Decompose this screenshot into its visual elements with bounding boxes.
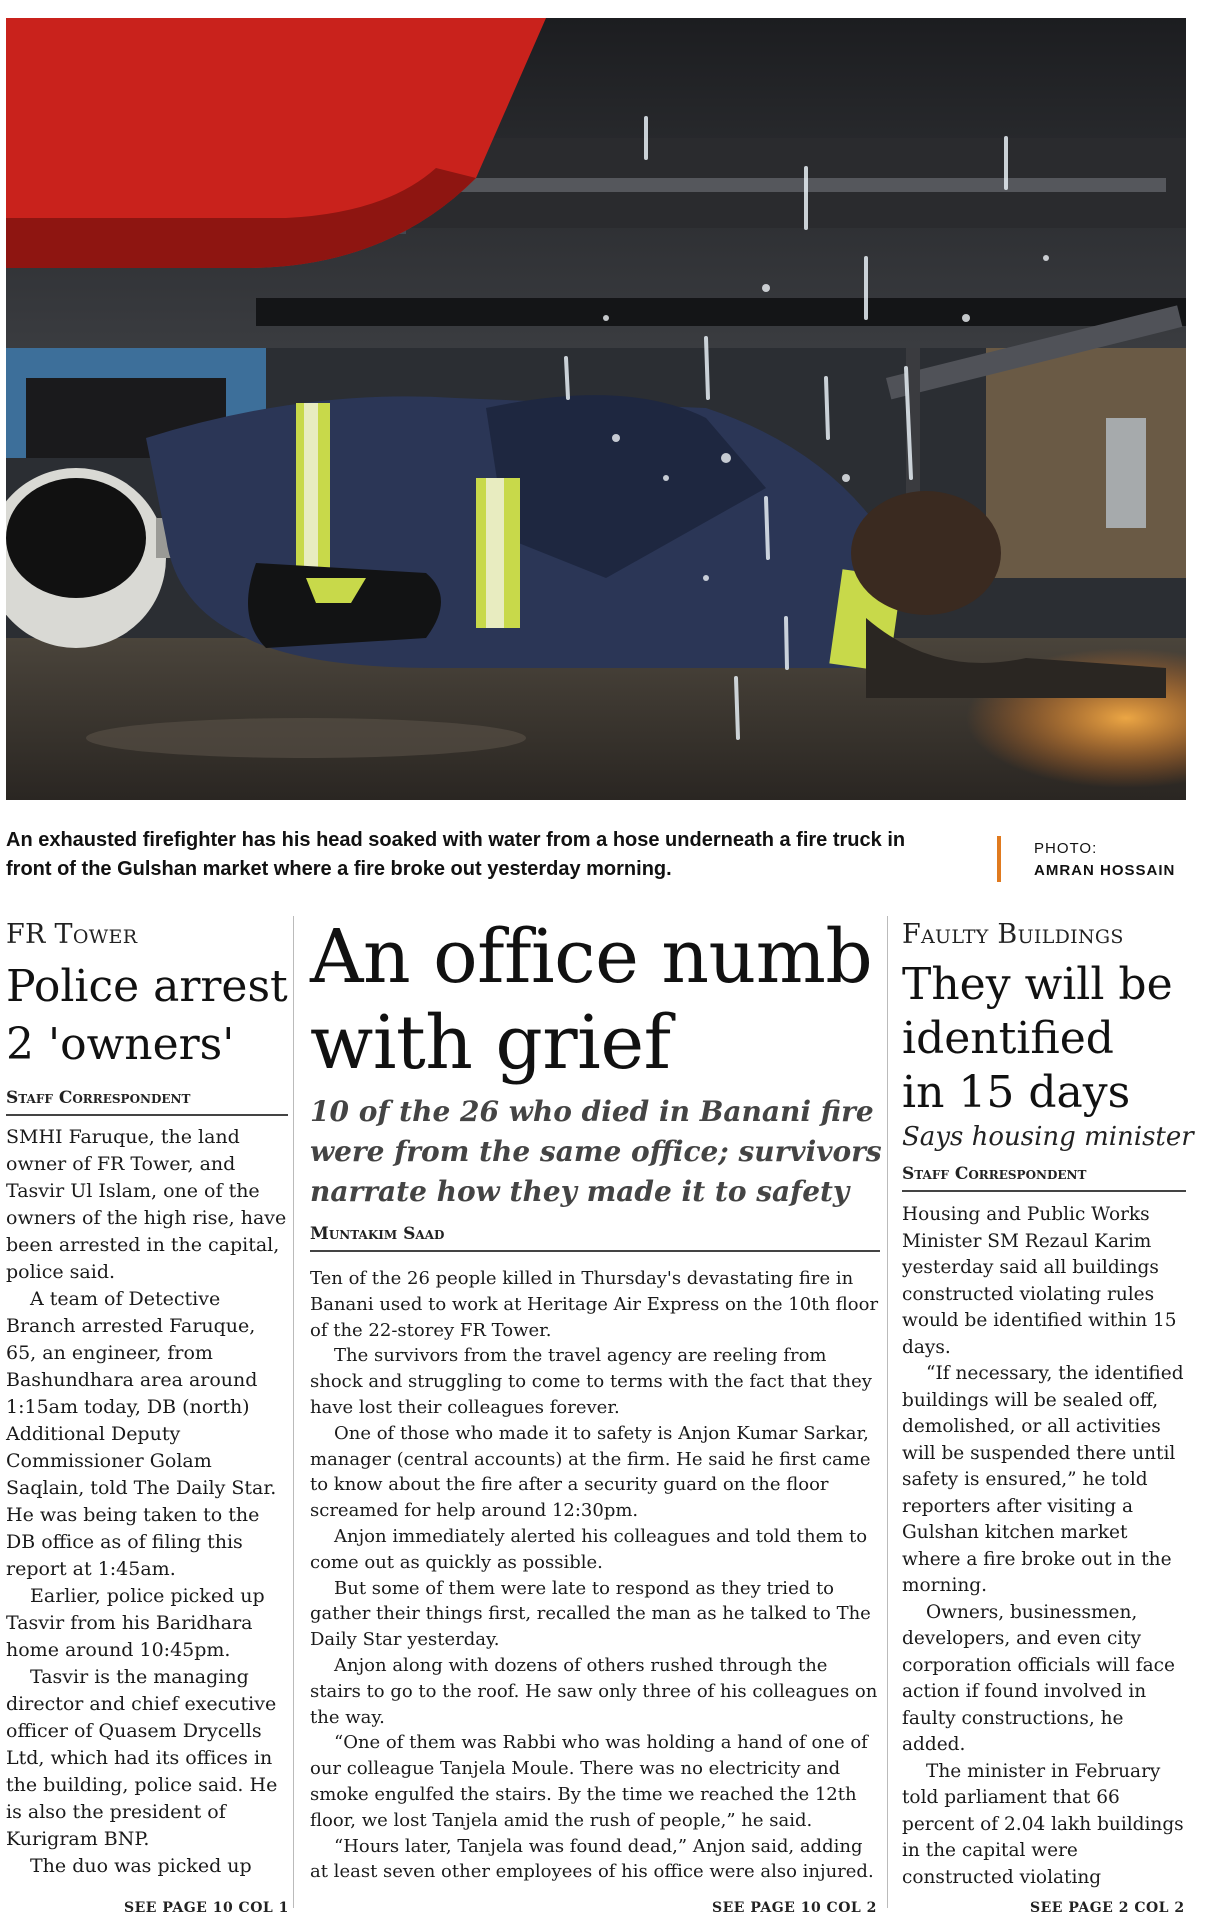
left-kicker: FR Tower [6,919,138,950]
main-headline [310,914,880,1086]
right-body [902,1202,1186,1891]
main-deck-line: 10 of the 26 who died in Banani fire [310,1095,874,1128]
right-paragraph: “If necessary, the identified buildings will be sealed off, demolished, or all activities will be suspended there until safety is ensured,” he told reporters after visiting a Gulshan kitchen market where a fire broke out in the morning. [902,1363,1184,1596]
right-continued-link[interactable]: SEE PAGE 2 COL 2 [1030,1900,1185,1916]
right-headline-line: in 15 days [902,1067,1131,1118]
right-headline [902,958,1186,1120]
right-kicker: Faulty Buildings [902,919,1124,950]
left-story [6,918,288,1880]
right-subhead: Says housing minister [902,1122,1194,1152]
photo-caption: An exhausted firefighter has his head soaked with water from a hose underneath a fire truck in front of the Gulshan market where a fire broke out yesterday morning. [6,829,906,880]
left-paragraph: A team of Detective Branch arrested Faruque, 65, an engineer, from Bashundhara area around 1:15am today, DB (north) Additional Deputy Commissioner Golam Saqlain, told The Daily Star. He was being taken to the DB office as of filing this report at 1:45am. [6,1288,277,1580]
main-continued-link[interactable]: SEE PAGE 10 COL 2 [712,1900,877,1916]
left-paragraph: Earlier, police picked up Tasvir from his Baridhara home around 10:45pm. [6,1585,265,1661]
credit-divider [997,836,1001,882]
right-headline-line: identified [902,1013,1114,1064]
main-paragraph: Ten of the 26 people killed in Thursday's devastating fire in Banani used to work at Heritage Air Express on the 10th floor of the 22-storey FR Tower. [310,1268,879,1341]
main-story [310,914,880,1885]
left-continued-link[interactable]: SEE PAGE 10 COL 1 [124,1900,289,1916]
main-byline-rule [310,1250,880,1252]
photo-credit [1034,838,1175,882]
left-headline-line: 2 'owners' [6,1019,235,1070]
credit-label: PHOTO: [1034,840,1098,857]
column-divider-right [887,916,888,1908]
right-byline: Staff Correspondent [902,1164,1087,1184]
main-paragraph: The survivors from the travel agency are reeling from shock and struggling to come to terms with the fact that they have lost their colleagues forever. [310,1345,872,1418]
main-deck [310,1092,880,1212]
left-body [6,1124,288,1880]
main-paragraph: One of those who made it to safety is Anjon Kumar Sarkar, manager (central accounts) at the firm. He said he first came to know about the fire after a security guard on the floor screamed for help around 12:30pm. [310,1422,871,1522]
main-paragraph: Anjon along with dozens of others rushed through the stairs to go to the roof. He saw only three of his colleagues on the way. [310,1654,878,1728]
firefighter-under-truck-illustration [6,18,1186,800]
right-paragraph: Housing and Public Works Minister SM Rezaul Karim yesterday said all buildings constructed violating rules would be identified within 15 days. [902,1204,1177,1358]
main-paragraph: But some of them were late to respond as they tried to gather their things first, recalled the man as he talked to The Daily Star yesterday. [310,1577,871,1651]
main-deck-line: were from the same office; survivors [310,1135,882,1168]
main-paragraph: “One of them was Rabbi who was holding a hand of one of our colleague Tanjela Moule. There was no electricity and smoke engulfed the stairs. By the time we reached the 12th floor, we lost Tanjela amid the rush of people,” he said. [310,1732,868,1831]
right-paragraph: The minister in February told parliament that 66 percent of 2.04 lakh buildings in the capital were constructed violating [902,1760,1184,1888]
credit-name: AMRAN HOSSAIN [1034,862,1176,879]
main-body [310,1266,880,1885]
column-divider-left [293,916,294,1908]
main-paragraph: Anjon immediately alerted his colleagues and told them to come out as quickly as possible. [310,1525,868,1573]
main-paragraph: “Hours later, Tanjela was found dead,” Anjon said, adding at least seven other employees of his office were also injured. [310,1835,874,1883]
left-paragraph: The duo was picked up [30,1855,252,1877]
right-story [902,918,1194,1891]
left-paragraph: Tasvir is the managing director and chief executive officer of Quasem Drycells Ltd, which had its offices in the building, police said. He is also the president of Kurigram BNP. [6,1666,278,1850]
left-byline-rule [6,1114,288,1116]
left-byline: Staff Correspondent [6,1088,191,1108]
left-headline-line: Police arrest [6,961,288,1012]
right-paragraph: Owners, businessmen, developers, and even city corporation officials will face action if found involved in faulty constructions, he added. [902,1601,1175,1755]
right-byline-rule [902,1190,1186,1192]
left-paragraph: SMHI Faruque, the land owner of FR Tower, and Tasvir Ul Islam, one of the owners of the high rise, have been arrested in the capital, police said. [6,1126,287,1283]
news-photo [6,18,1186,800]
main-headline-line: with grief [310,1000,671,1086]
main-deck-line: narrate how they made it to safety [310,1175,850,1208]
main-byline: Muntakim Saad [310,1224,445,1244]
main-headline-line: An office numb [310,914,873,1000]
right-headline-line: They will be [902,959,1173,1010]
left-headline [6,958,288,1074]
